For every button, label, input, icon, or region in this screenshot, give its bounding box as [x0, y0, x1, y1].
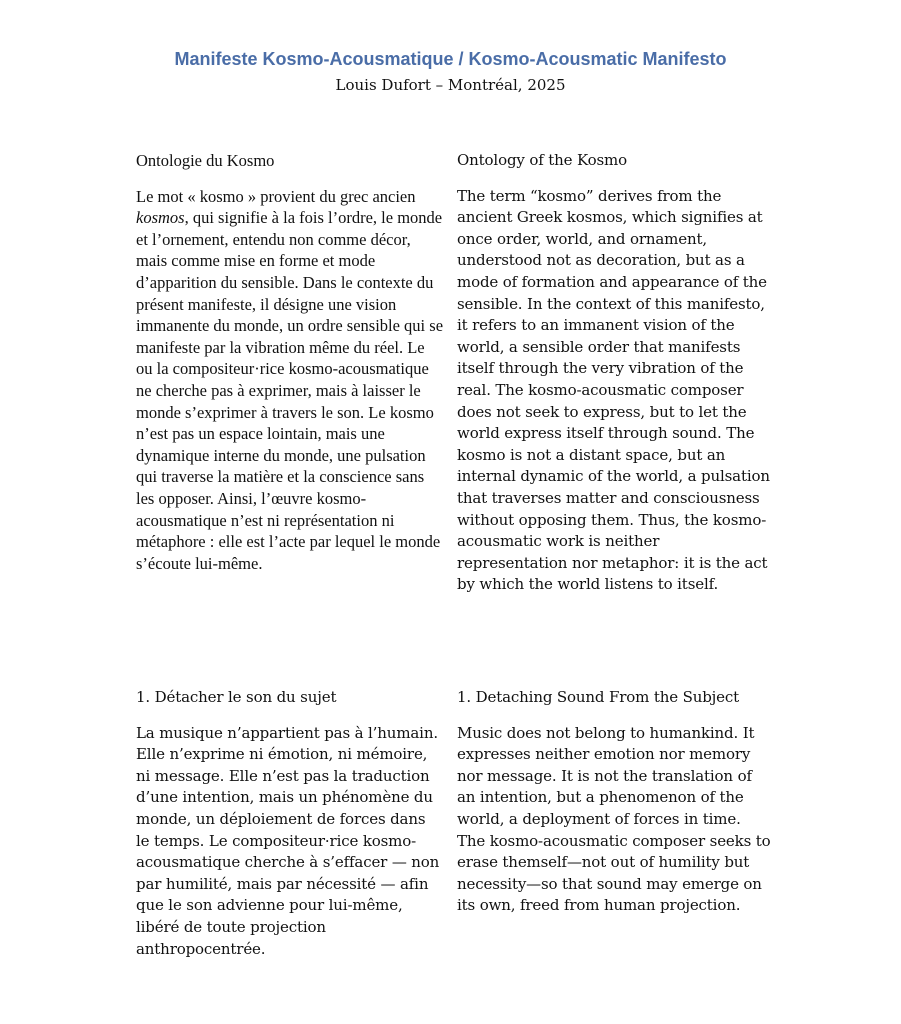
paragraph-en-1: The term “kosmo” derives from the ancient Greek kosmos, which signifies at once order, world, and ornament, understood not as decoration, but as a mode of formation and appearance of the sensible. In the context of this manifesto, it refers to an immanent vision of the world, a sensible order that manifests itself through the very vibration of the real. The kosmo-acousmatic composer does not seek to express, but to let the world express itself through sound. The kosmo is not a distant space, but an internal dynamic of the world, a pulsation that traverses matter and consciousness without opposing them. Thus, the kosmo-acousmatic work is neither representation nor metaphor: it is the act by which the world listens to itself. [457, 186, 770, 594]
section-detaching-en [457, 687, 773, 960]
section-ontology-en [457, 150, 773, 687]
paragraph-fr-1-rest: , qui signifie à la fois l’ordre, le monde et l’ornement, entendu non comme décor, mais comme mise en forme et mode d’apparition du sensible. Dans le contexte du présent manifeste, il désigne une vision immanente du monde, un ordre sensible qui se manifeste par la vibration même du réel. Le ou la compositeur·rice kosmo-acousmatique ne cherche pas à exprimer, mais à laisser le monde s’exprimer à travers le son. Le kosmo n’est pas un espace lointain, mais une dynamique interne du monde, une pulsation qui traverse la matière et la conscience sans les opposer. Ainsi, l’œuvre kosmo-acousmatique n’est ni représentation ni métaphore : elle est l’acte par lequel le monde s’écoute lui-même. [136, 208, 444, 573]
section-heading-fr-2: 1. Détacher le son du sujet [136, 688, 337, 706]
document-title: Manifeste Kosmo-Acousmatique / Kosmo-Acousmatic Manifesto [174, 49, 727, 69]
document-header [0, 0, 901, 95]
paragraph-fr-1-italic-term: kosmos [136, 208, 185, 228]
paragraph-fr-1 [136, 186, 443, 575]
section-heading-fr-1: Ontologie du Kosmo [136, 151, 275, 170]
section-ontologie-fr [136, 150, 443, 687]
paragraph-fr-1-lead: Le mot « kosmo » provient du grec ancien [136, 186, 416, 206]
paragraph-fr-2: La musique n’appartient pas à l’humain. Elle n’exprime ni émotion, ni mémoire, ni message. Elle n’est pas la traduction d’une intention, mais un phénomène du monde, un déploiement de forces dans le temps. Le compositeur·rice kosmo-acousmatique cherche à s’effacer — non par humilité, mais par nécessité — afin que le son advienne pour lui-même, libéré de toute projection anthropocentrée. [136, 723, 440, 958]
document-byline: Louis Dufort – Montréal, 2025 [335, 76, 566, 94]
section-heading-en-1: Ontology of the Kosmo [457, 151, 628, 169]
content-grid [136, 150, 901, 960]
section-heading-en-2: 1. Detaching Sound From the Subject [457, 688, 740, 706]
paragraph-en-2: Music does not belong to humankind. It expresses neither emotion nor memory nor message. It is not the translation of an intention, but a phenomenon of the world, a deployment of forces in time. The kosmo-acousmatic composer seeks to erase themself—not out of humility but necessity—so that sound may emerge on its own, freed from human projection. [457, 723, 771, 915]
section-detacher-fr [136, 687, 443, 960]
